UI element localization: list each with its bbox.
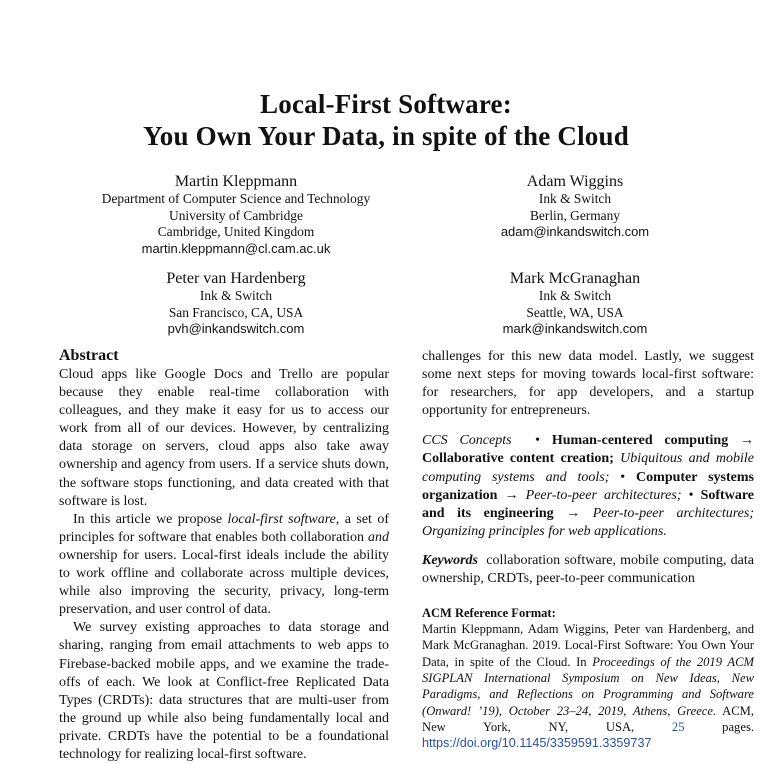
author-affiliation: Ink & Switch: [538, 191, 612, 206]
abstract-paragraph-2: [59, 511, 389, 620]
paper-title: [0, 88, 772, 152]
emphasis-local-first: local-first software: [227, 511, 336, 527]
title-line-2: You Own Your Data, in spite of the Cloud: [143, 121, 629, 151]
author-block-mcgranaghan: [420, 269, 730, 338]
right-column: [422, 346, 754, 752]
author-block-van-hardenberg: [60, 269, 412, 338]
author-name: Martin Kleppmann: [174, 173, 298, 190]
author-block-kleppmann: [60, 172, 412, 257]
title-line-1: Local-First Software:: [260, 89, 512, 119]
author-affiliation: Ink & Switch: [538, 288, 612, 303]
acm-reference-heading: ACM Reference Format:: [422, 606, 556, 621]
ccs-concept-3: Software and its engineering →: [422, 487, 755, 521]
text-run: ownership for users. Local-first ideals include the ability to work offline and collaborate across multiple devices, while also improving the security, privacy, long-term preservation, and user control of data.: [59, 547, 389, 618]
ccs-concept-3-detail: Peer-to-peer architectures; Organizing principles for web applications.: [422, 505, 754, 539]
ccs-concept-1-detail: Ubiquitous and mobile computing systems and tools;: [422, 451, 754, 485]
proceedings-title: Proceedings of the 2019 ACM SIGPLAN International Symposium on New Ideas, New Paradigms, and Reflections on Programming and Software (Onward! ’19), October 23–24, 2019, Athens, Greece.: [422, 654, 754, 718]
text-run: , a set of principles for software that enables both collaboration: [59, 511, 390, 545]
left-column: [59, 346, 389, 764]
author-location: Cambridge, United Kingdom: [157, 224, 315, 239]
keywords-label: Keywords: [422, 552, 478, 568]
ccs-label: CCS Concepts: [422, 433, 512, 449]
abstract-paragraph-4: challenges for this new data model. Lastly, we suggest some next steps for moving towards local-first software: for researchers, for app developers, and a startup opportunity for entrepreneurs.: [422, 349, 754, 419]
page-count: 25: [671, 719, 685, 734]
acm-reference-text: [422, 621, 754, 751]
author-block-wiggins: [420, 172, 730, 241]
doi-link[interactable]: https://doi.org/10.1145/3359591.3359737: [422, 736, 652, 751]
author-email: pvh@inkandswitch.com: [167, 321, 305, 336]
text-run: In this article we propose: [73, 511, 228, 527]
ccs-concept-2-detail: Peer-to-peer architectures;: [525, 487, 682, 503]
ccs-concept-2: Computer systems organization →: [422, 469, 754, 503]
author-email: adam@inkandswitch.com: [500, 224, 650, 239]
author-location: San Francisco, CA, USA: [168, 304, 304, 320]
ccs-concepts: CCS Concepts • Human-centered computing → Collaborative content creation; Ubiquitous and mobile computing systems and tools; • Computer systems organization → Peer-to-peer architectures; • Software and its engineering → Peer-to-peer architectures; Organizing principles for web applications.: [422, 433, 755, 539]
author-affiliation: University of Cambridge: [169, 207, 303, 223]
abstract-heading: Abstract: [59, 347, 119, 364]
abstract-paragraph-3: We survey existing approaches to data storage and sharing, ranging from email attachments to web apps to Firebase-backed mobile apps, and we examine the trade-offs of each. We look at Conflict-free Replicated Data Types (CRDTs): data structures that are multi-user from the ground up while also being fundamentally local and private. CRDTs have the potential to be a foundational technology for realizing local-first software.: [59, 620, 389, 762]
author-location: Berlin, Germany: [530, 207, 620, 223]
emphasis-and: and: [368, 529, 389, 545]
author-affiliation: Ink & Switch: [199, 288, 273, 303]
author-affiliation: Department of Computer Science and Technology: [101, 191, 371, 206]
author-email: mark@inkandswitch.com: [502, 321, 648, 336]
author-name: Peter van Hardenberg: [166, 270, 306, 287]
text-run: pages.: [684, 719, 754, 734]
abstract-paragraph-1: Cloud apps like Google Docs and Trello are popular because they enable real-time collaboration with colleagues, and they make it easy for us to access our work from all of our devices. However, by centralizing data storage on servers, cloud apps also take away ownership and agency from users. If a service shuts down, the software stops functioning, and data created with that software is lost.: [59, 367, 389, 509]
author-email: martin.kleppmann@cl.cam.ac.uk: [141, 240, 331, 256]
ccs-concept-1: Human-centered computing → Collaborative content creation;: [422, 433, 754, 467]
author-location: Seattle, WA, USA: [526, 304, 624, 320]
keywords-text: collaboration software, mobile computing, data ownership, CRDTs, peer-to-peer communication: [422, 552, 754, 587]
text-run: Martin Kleppmann, Adam Wiggins, Peter van Hardenberg, and Mark McGranaghan. 2019. Local-First Software: You Own Your Data, in spite of the Cloud. In: [422, 622, 754, 669]
keywords: [422, 552, 754, 588]
text-run: ACM, New York, NY, USA,: [422, 703, 754, 734]
author-name: Adam Wiggins: [526, 173, 624, 190]
author-name: Mark McGranaghan: [509, 270, 641, 287]
